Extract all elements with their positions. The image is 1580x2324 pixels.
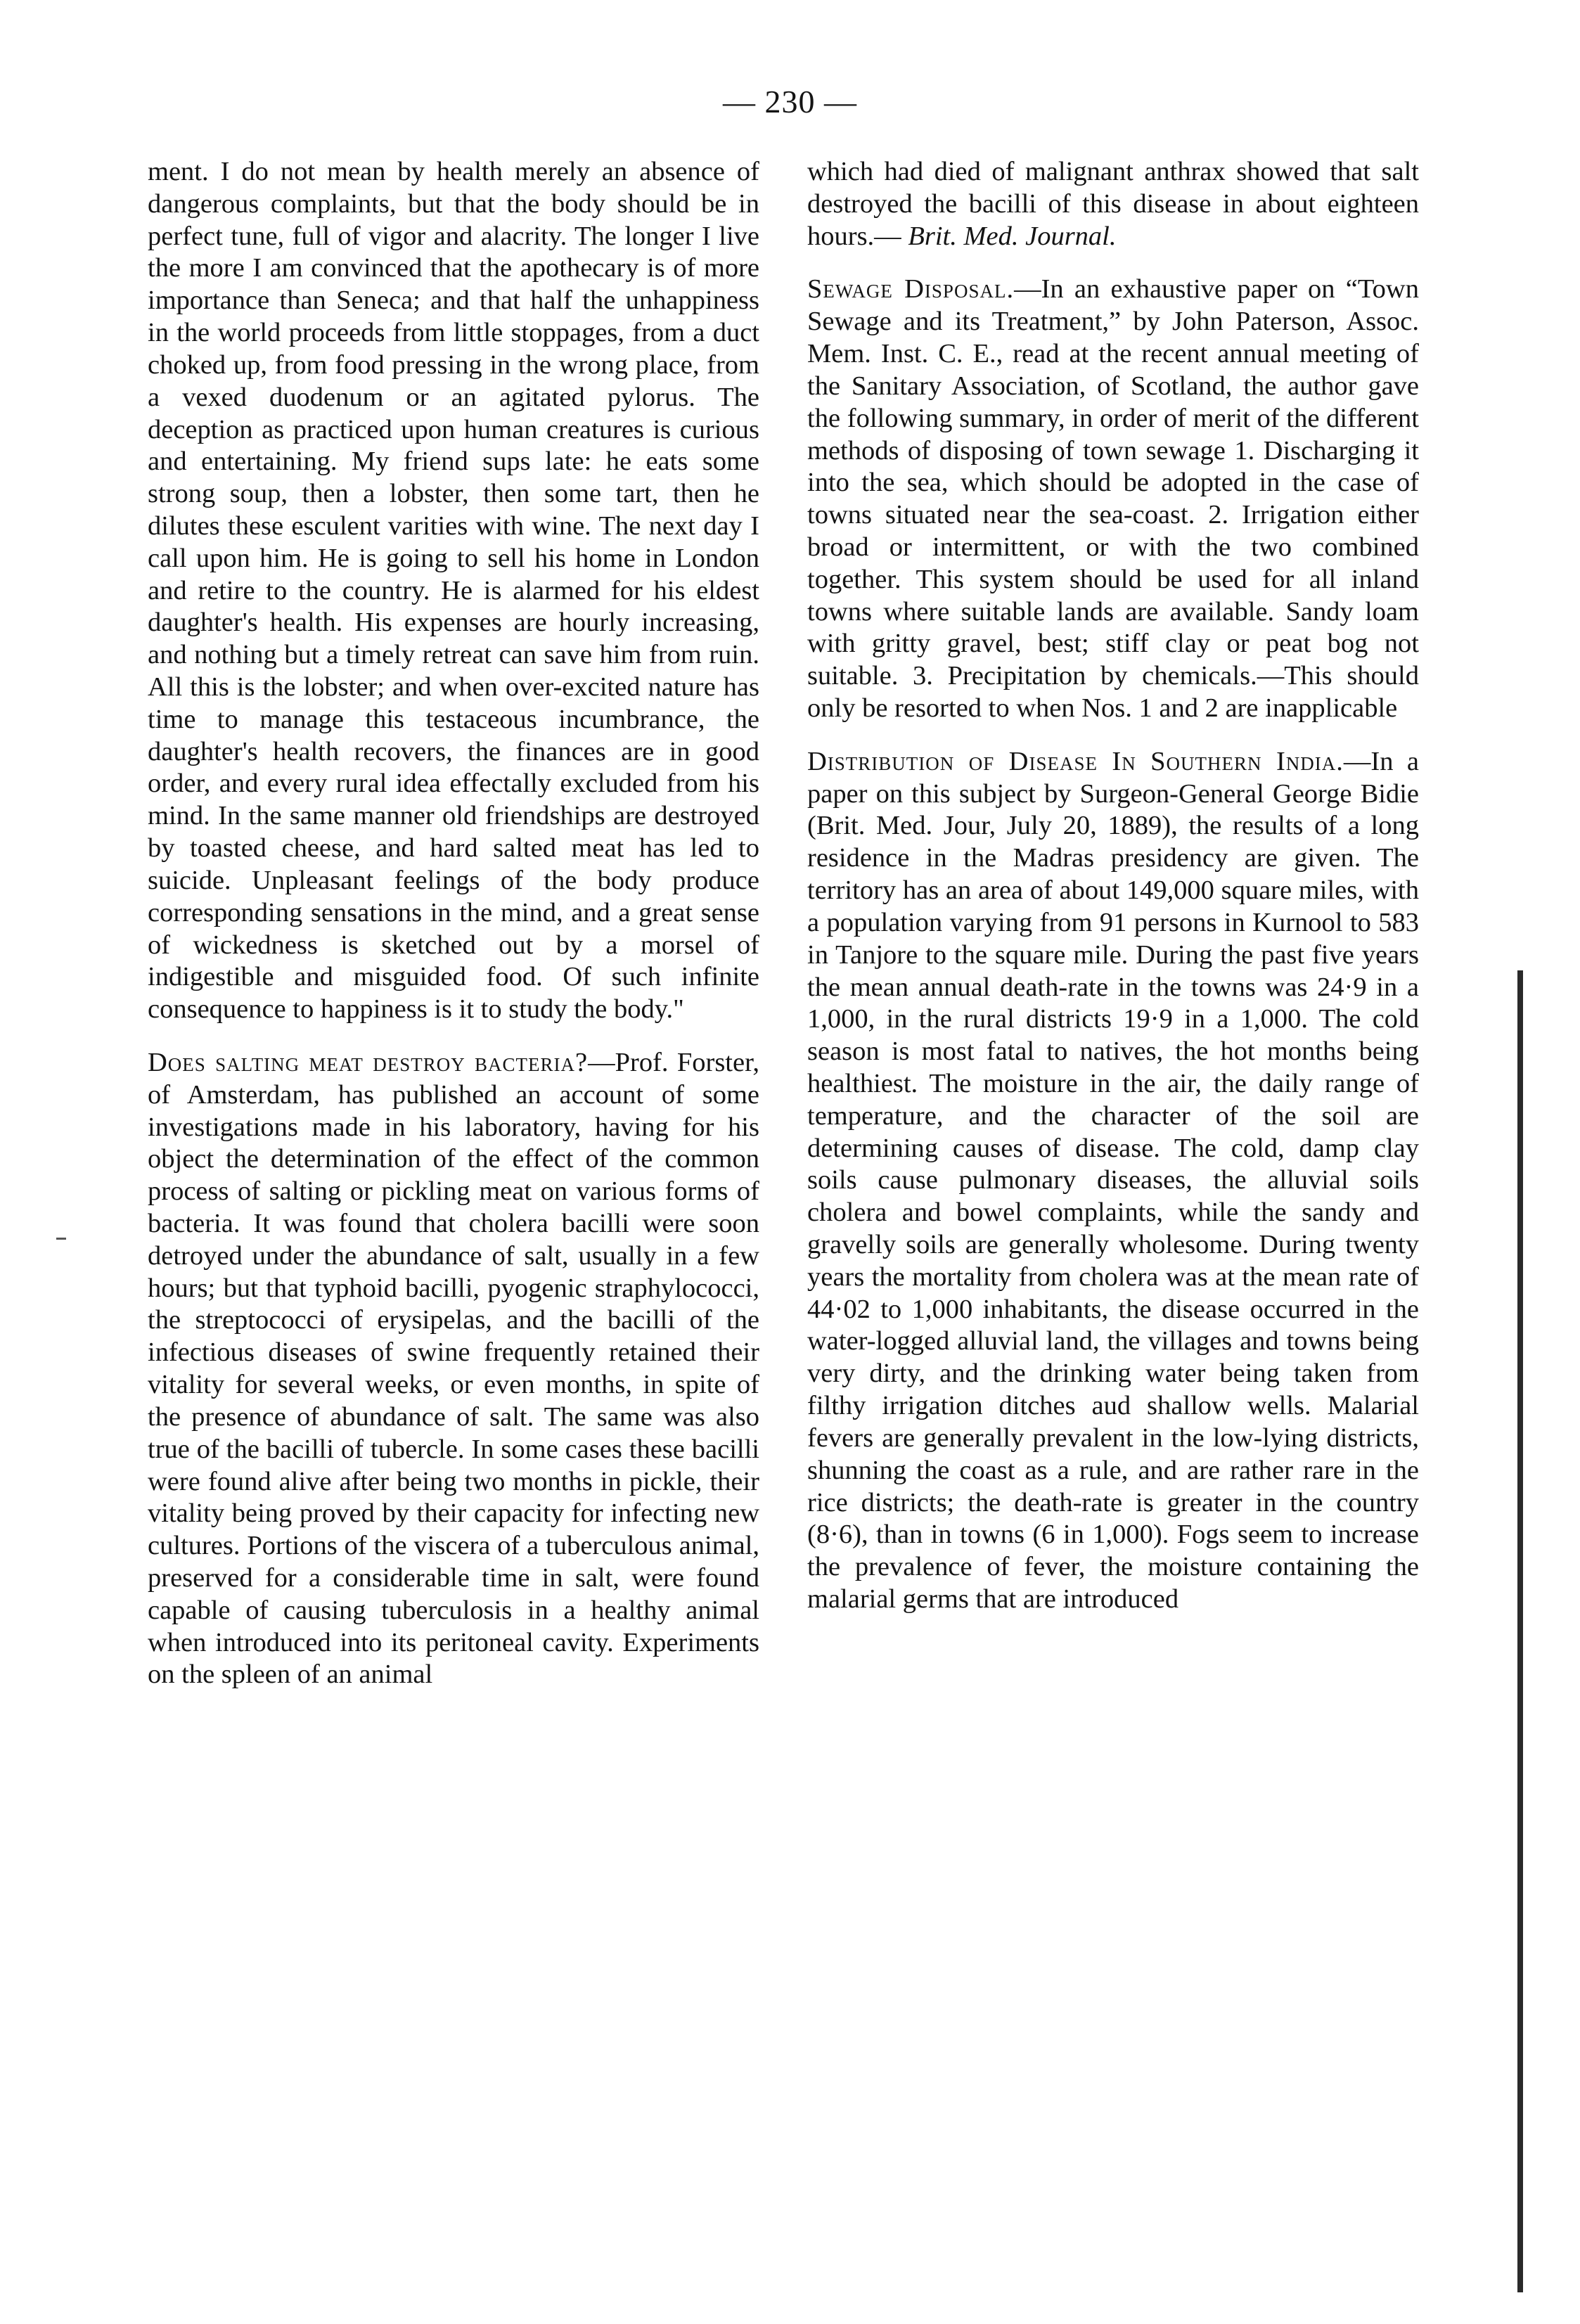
paragraph-health-continuation: ment. I do not mean by health merely an absence of dangerous complaints, but that the body should be in perfect tune, full of vigor and alacrity. The longer I live the more I am convinced that the apothecary is of more importance than Seneca; and that half the unhappiness in the world proceeds from little stoppages, from a duct choked up, from food pressing in the wrong place, from a vexed duodenum or an agitated pylorus. The deception as practiced upon human creatures is curious and entertaining. My friend sups late: he eats some strong soup, then a lobster, then some tart, then he dilutes these esculent varities with wine. The next day I call upon him. He is going to sell his home in London and retire to the country. He is alarmed for his eldest daughter's health. His expenses are hourly increasing, and nothing but a timely retreat can save him from ruin. All this is the lobster; and when over-excited nature has time to manage this testaceous incumbrance, the daughter's health recovers, the finances are in good order, and every rural idea effectally excluded from his mind. In the same manner old friendships are destroyed by toasted cheese, and hard salted meat has led to suicide. Unpleasant feelings of the body produce corresponding sensations in the mind, and a great sense of wickedness is sketched out by a morsel of indigestible and misguided food. Of such infinite consequence to happiness is it to study the body." <box>148 157 759 1025</box>
margin-mark <box>56 1238 66 1240</box>
paragraph-sewage-disposal <box>807 274 1419 724</box>
right-column <box>807 156 1419 1616</box>
paragraph-disease-distribution <box>807 746 1419 1616</box>
heading-salting-meat: Does salting meat destroy bacteria? <box>148 1047 589 1077</box>
paragraph-anthrax-continuation <box>807 156 1419 252</box>
paragraph-salting-meat <box>148 1047 759 1691</box>
body-anthrax: which had died of malignant anthrax showed that salt destroyed the bacilli of this disease in about eighteen hours.— <box>807 157 1419 251</box>
source-citation: Brit. Med. Journal. <box>908 221 1117 251</box>
heading-sewage-disposal: Sewage Disposal. <box>807 274 1015 304</box>
heading-disease-distribution: Distribution of Disease In Southern India. <box>807 746 1344 776</box>
page-number: — 230 — <box>723 84 857 120</box>
body-sewage-disposal: —In an exhaustive paper on “Town Sewage and its Treatment,” by John Paterson, Assoc. Mem. Inst. C. E., read at the recent annual meeting of the Sanitary Association, of Scotland, the author gave the following summary, in order of merit of the different methods of disposing of town sewage 1. Discharging it into the sea, which should be adopted in the case of towns situated near the sea-coast. 2. Irrigation either broad or intermittent, or with the two combined together. This system should be used for all inland towns where suitable lands are available. Sandy loam with gritty gravel, best; stiff clay or peat bog not suitable. 3. Precipitation by chemicals.—This should only be resorted to when Nos. 1 and 2 are inapplicable <box>807 274 1419 723</box>
body-disease-distribution: —In a paper on this subject by Surgeon-General George Bidie (Brit. Med. Jour, July 20, 1889), the results of a long residence in the Madras presidency are given. The territory has an area of about 149,000 square miles, with a population varying from 91 persons in Kurnool to 583 in Tanjore to the square mile. During the past five years the mean annual death-rate in the towns was 24·9 in a 1,000, in the rural districts 19·9 in a 1,000. The cold season is most fatal to natives, the hot months being healthiest. The moisture in the air, the daily range of temperature, and the character of the soil are determining causes of disease. The cold, damp clay soils cause pulmonary diseases, the alluvial soils cholera and bowel complaints, while the sandy and gravelly soils are generally wholesome. During twenty years the mortality from cholera was at the mean rate of 44·02 to 1,000 inhabitants, the disease occurred in the water-logged alluvial land, the villages and towns being very dirty, and the drinking water being taken from filthy irrigation ditches aud shallow wells. Malarial fevers are generally prevalent in the low-lying districts, shunning the coast as a rule, and are rather rare in the rice districts; the death-rate is greater in the country (8·6), than in towns (6 in 1,000). Fogs seem to increase the prevalence of fever, the moisture containing the malarial germs that are introduced <box>807 746 1419 1614</box>
body-salting-meat: —Prof. Forster, of Amsterdam, has published an account of some investigations made in his laboratory, having for his object the determination of the effect of the common process of salting or pickling meat on various forms of bacteria. It was found that cholera bacilli were soon detroyed under the abundance of salt, usually in a few hours; but that typhoid bacilli, pyogenic straphylococci, the streptococci of erysipelas, and the bacilli of the infectious diseases of swine frequently retained their vitality for several weeks, or even months, in spite of the presence of abundance of salt. The same was also true of the bacilli of tubercle. In some cases these bacilli were found alive after being two months in pickle, their vitality being proved by their capacity for infecting new cultures. Portions of the viscera of a tuberculous animal, preserved for a considerable time in salt, were found capable of causing tuberculosis in a healthy animal when introduced into its peritoneal cavity. Experiments on the spleen of an animal <box>148 1047 759 1690</box>
left-column <box>148 156 759 1691</box>
margin-rule <box>1517 970 1523 2292</box>
